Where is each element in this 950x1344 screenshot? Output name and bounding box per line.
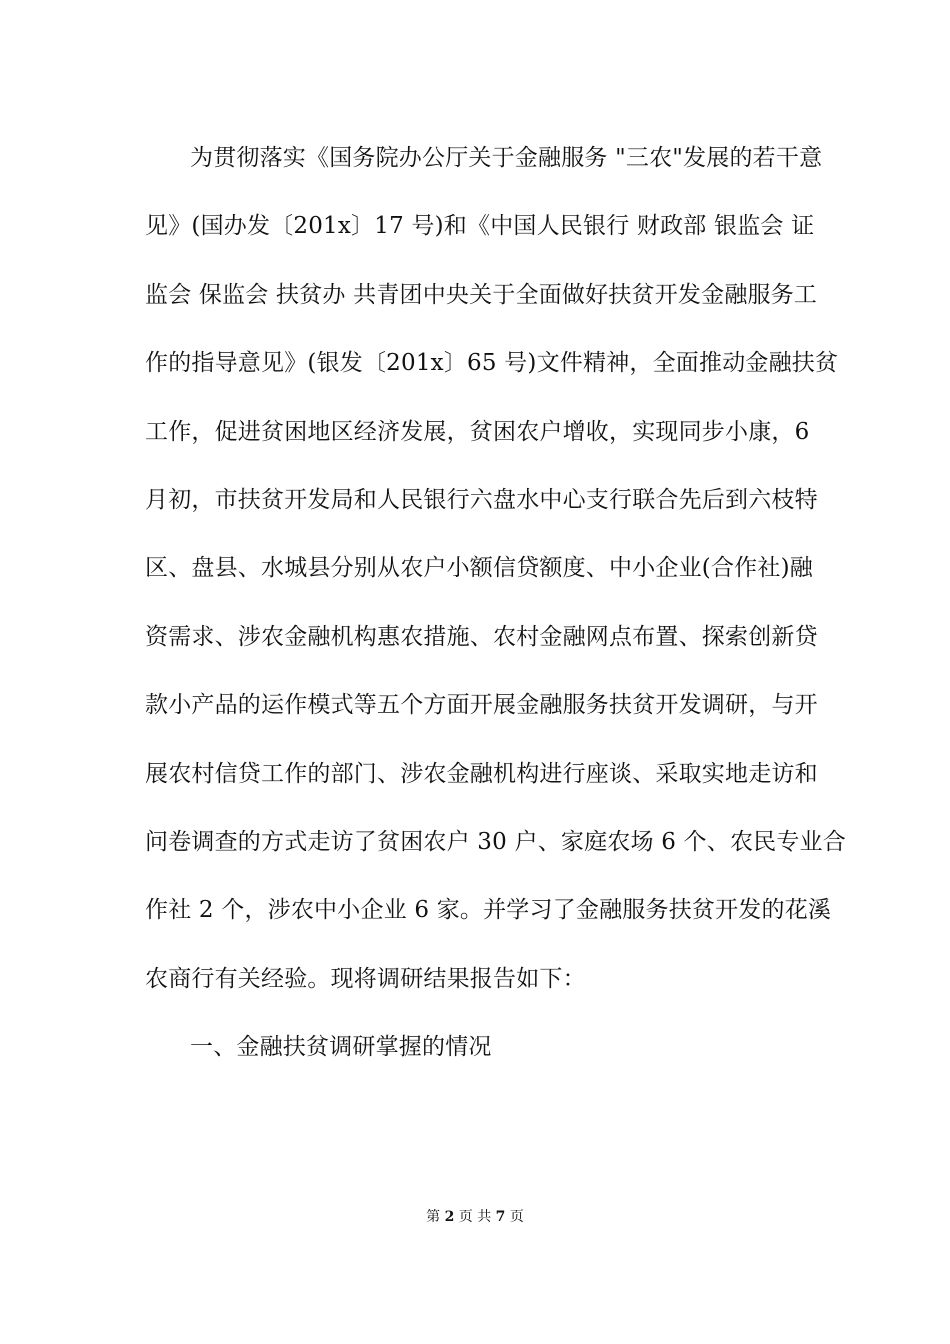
footer-suffix: 页	[509, 1209, 524, 1225]
paragraph-line-6: 月初，市扶贫开发局和人民银行六盘水中心支行联合先后到六枝特	[145, 487, 818, 513]
paragraph-line-10: 展农村信贷工作的部门、涉农金融机构进行座谈、采取实地走访和	[145, 761, 818, 787]
paragraph-line-5: 工作，促进贫困地区经济发展，贫困农户增收，实现同步小康，6	[145, 419, 810, 445]
paragraph-line-1: 为贯彻落实《国务院办公厅关于金融服务 "三农"发展的若干意	[190, 145, 823, 171]
paragraph-line-2: 见》(国办发〔201x〕17 号)和《中国人民银行 财政部 银监会 证	[145, 213, 815, 239]
section-heading: 一、金融扶贫调研掌握的情况	[190, 1034, 492, 1060]
footer-prefix: 第	[426, 1209, 441, 1225]
paragraph-line-9: 款小产品的运作模式等五个方面开展金融服务扶贫开发调研，与开	[145, 692, 818, 718]
paragraph-line-13: 农商行有关经验。现将调研结果报告如下：	[145, 966, 586, 992]
paragraph-line-11: 问卷调查的方式走访了贫困农户 30 户、家庭农场 6 个、农民专业合	[145, 829, 846, 855]
paragraph-line-7: 区、盘县、水城县分别从农户小额信贷额度、中小企业(合作社)融	[145, 555, 813, 581]
footer-middle: 页 共	[458, 1209, 492, 1225]
paragraph-line-3: 监会 保监会 扶贫办 共青团中央关于全面做好扶贫开发金融服务工	[145, 282, 818, 308]
paragraph-line-12: 作社 2 个，涉农中小企业 6 家。并学习了金融服务扶贫开发的花溪	[145, 897, 832, 923]
page-footer	[0, 1208, 950, 1226]
paragraph-line-8: 资需求、涉农金融机构惠农措施、农村金融网点布置、探索创新贷	[145, 624, 818, 650]
footer-total-pages: 7	[495, 1209, 506, 1225]
footer-current-page: 2	[444, 1209, 455, 1225]
paragraph-line-4: 作的指导意见》(银发〔201x〕65 号)文件精神，全面推动金融扶贫	[145, 350, 839, 376]
